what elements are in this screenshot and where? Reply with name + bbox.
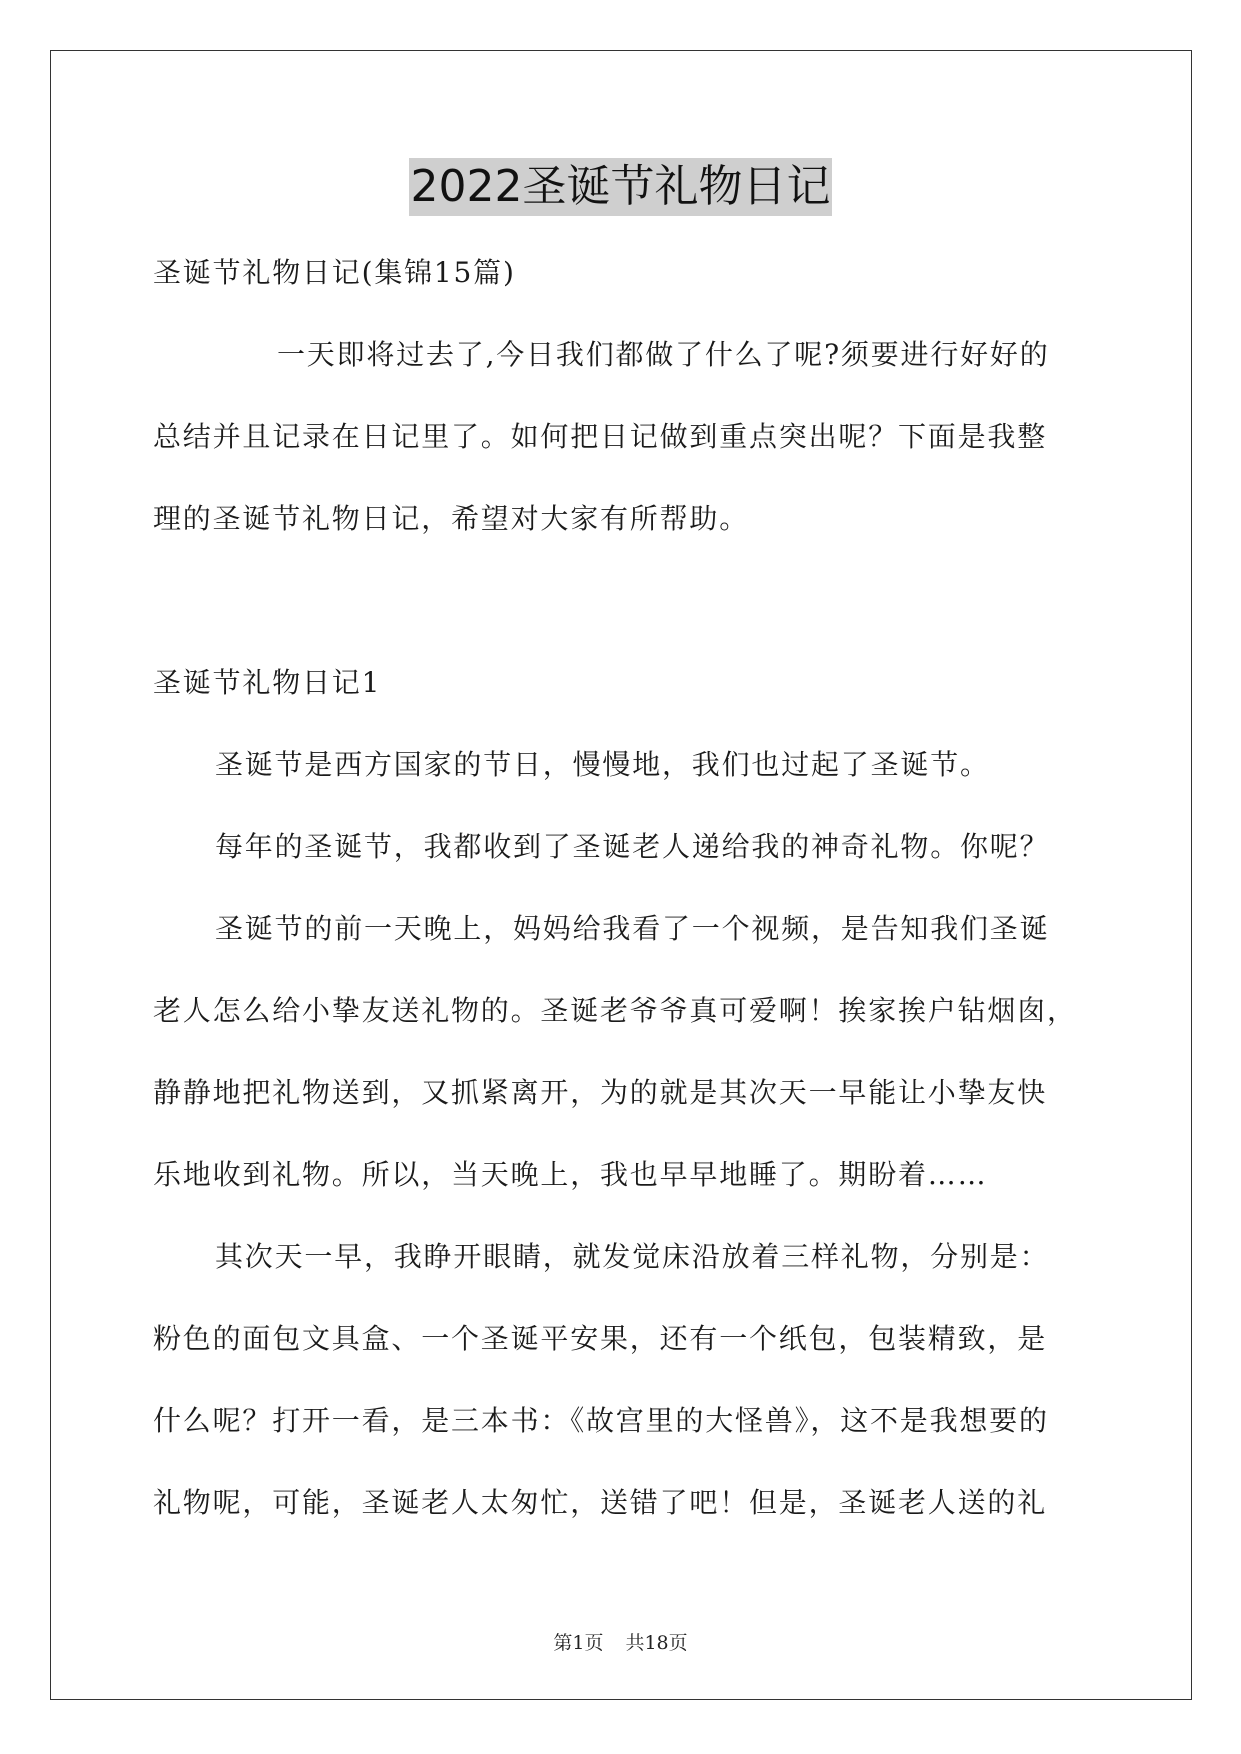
page-footer xyxy=(0,1628,1241,1655)
document-body xyxy=(153,232,1093,1544)
paragraph-line: 圣诞节的前一天晚上，妈妈给我看了一个视频，是告知我们圣诞 xyxy=(215,912,1050,945)
paragraph-line: 粉色的面包文具盒、一个圣诞平安果，还有一个纸包，包装精致，是 xyxy=(153,1322,1048,1355)
title-area xyxy=(0,158,1241,216)
paragraph-line: 理的圣诞节礼物日记，希望对大家有所帮助。 xyxy=(153,502,750,535)
paragraph-line: 乐地收到礼物。所以，当天晚上，我也早早地睡了。期盼着…… xyxy=(153,1158,988,1191)
paragraph-line: 圣诞节是西方国家的节日，慢慢地，我们也过起了圣诞节。 xyxy=(215,748,990,781)
paragraph-line: 静静地把礼物送到，又抓紧离开，为的就是其次天一早能让小挚友快 xyxy=(153,1076,1048,1109)
page-total: 共18页 xyxy=(625,1632,688,1654)
paragraph-line: 一天即将过去了,今日我们都做了什么了呢?须要进行好好的 xyxy=(277,338,1050,371)
paragraph-line: 老人怎么给小挚友送礼物的。圣诞老爷爷真可爱啊！挨家挨户钻烟囱， xyxy=(153,994,1077,1027)
paragraph-line: 每年的圣诞节，我都收到了圣诞老人递给我的神奇礼物。你呢？ xyxy=(215,830,1050,863)
subtitle: 圣诞节礼物日记(集锦15篇) xyxy=(153,256,516,289)
page-number: 第1页 xyxy=(553,1632,604,1654)
paragraph-line: 什么呢？打开一看，是三本书：《故宫里的大怪兽》，这不是我想要的 xyxy=(153,1404,1049,1437)
blank-line xyxy=(153,560,1093,642)
paragraph-line: 总结并且记录在日记里了。如何把日记做到重点突出呢？下面是我整 xyxy=(153,420,1048,453)
paragraph-line: 其次天一早，我睁开眼睛，就发觉床沿放着三样礼物，分别是： xyxy=(215,1240,1050,1273)
section-heading: 圣诞节礼物日记1 xyxy=(153,666,382,699)
paragraph-line: 礼物呢，可能，圣诞老人太匆忙，送错了吧！但是，圣诞老人送的礼 xyxy=(153,1486,1048,1519)
document-title: 2022圣诞节礼物日记 xyxy=(409,158,833,216)
